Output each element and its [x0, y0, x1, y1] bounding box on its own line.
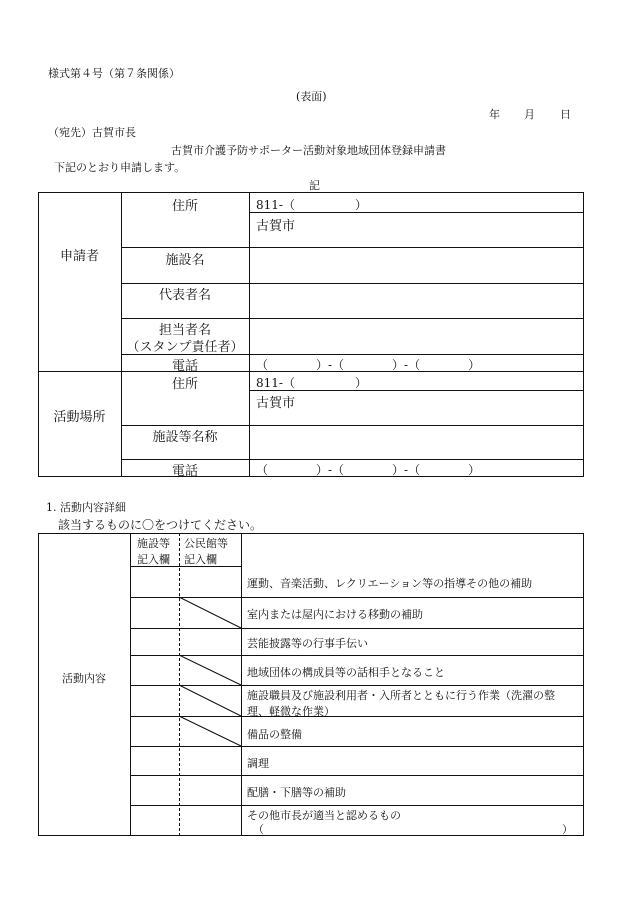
other-detail-field[interactable] — [265, 820, 555, 834]
activity-phone-field[interactable]: （ ）-（ ）-（ ） — [256, 463, 481, 477]
activity-content-row-label: 活動内容 — [62, 672, 106, 685]
facility-check-2[interactable] — [131, 598, 178, 627]
hall-check-1[interactable] — [180, 567, 240, 596]
activity-item-3: 芸能披露等の行事手伝い — [247, 637, 368, 650]
facility-check-8[interactable] — [131, 776, 178, 804]
activity-city-field[interactable]: 古賀市 — [256, 396, 296, 411]
col-facility-header-1: 施設等 — [137, 537, 170, 550]
date-day: 日 — [560, 108, 571, 121]
activity-phone-label: 電話 — [171, 464, 198, 479]
addressee: （宛先）古賀市長 — [48, 126, 136, 139]
activity-item-8: 配膳・下膳等の補助 — [247, 786, 346, 799]
applicant-city-field[interactable]: 古賀市 — [256, 219, 296, 234]
facility-check-4[interactable] — [131, 656, 178, 684]
facility-check-5[interactable] — [131, 686, 178, 715]
form-number: 様式第４号（第７条関係） — [48, 67, 180, 80]
other-close-paren: ） — [562, 823, 573, 836]
col-facility-header-2: 記入欄 — [137, 553, 170, 566]
hall-check-7[interactable] — [180, 747, 240, 774]
activity-item-5a: 施設職員及び施設利用者・入所者とともに行う作業（洗濯の整 — [247, 689, 555, 702]
activity-item-9: その他市長が適当と認めるもの — [247, 809, 401, 822]
section1-instruction: 該当するものに〇をつけてください。 — [58, 518, 263, 532]
activity-item-6: 備品の整備 — [247, 728, 302, 741]
facility-check-1[interactable] — [131, 567, 178, 596]
na-slash-3 — [179, 685, 241, 716]
activity-item-1: 運動、音楽活動、レクリエーション等の指導その他の補助 — [247, 577, 533, 590]
facility-check-3[interactable] — [131, 629, 178, 654]
na-slash-4 — [179, 716, 241, 746]
col-hall-header-2: 記入欄 — [184, 553, 217, 566]
hall-check-3[interactable] — [180, 629, 240, 654]
applicant-section-label: 申請者 — [59, 249, 99, 264]
applicant-facility-label: 施設名 — [165, 253, 205, 268]
activity-address-label: 住所 — [171, 377, 198, 392]
activity-place-section-label: 活動場所 — [53, 410, 106, 425]
applicant-address-label: 住所 — [171, 199, 198, 214]
facility-check-7[interactable] — [131, 747, 178, 774]
applicant-phone-field[interactable]: （ ）-（ ）-（ ） — [256, 358, 481, 372]
applicant-rep-label: 代表者名 — [158, 288, 211, 303]
na-slash-2 — [179, 655, 241, 685]
hall-check-8[interactable] — [180, 776, 240, 804]
applicant-postal-field[interactable]: 811-（ ） — [256, 198, 367, 212]
intro-text: 下記のとおり申請します。 — [54, 161, 186, 174]
applicant-rep-field[interactable] — [250, 284, 583, 317]
activity-item-7: 調理 — [247, 757, 269, 770]
side-label: (表面) — [296, 90, 327, 103]
applicant-contact-field[interactable] — [250, 319, 583, 353]
ki-label: 記 — [309, 179, 320, 192]
col-hall-header-1: 公民館等 — [184, 537, 228, 550]
date-month: 月 — [524, 108, 535, 121]
activity-facility-label: 施設等名称 — [152, 430, 218, 445]
section1-heading: 1. 活動内容詳細 — [46, 501, 126, 514]
applicant-contact-label-2: （スタンプ責任者） — [126, 340, 244, 355]
applicant-phone-label: 電話 — [171, 359, 198, 374]
hall-check-9[interactable] — [180, 806, 240, 835]
activity-postal-field[interactable]: 811-（ ） — [256, 376, 367, 390]
date-year: 年 — [489, 108, 500, 121]
activity-facility-field[interactable] — [250, 426, 583, 458]
facility-check-9[interactable] — [131, 806, 178, 835]
activity-item-5b: 理、軽微な作業） — [247, 705, 335, 718]
applicant-contact-label-1: 担当者名 — [158, 323, 211, 338]
other-open-paren: （ — [253, 823, 264, 836]
applicant-facility-field[interactable] — [250, 248, 583, 282]
na-slash-1 — [179, 597, 241, 628]
activity-item-4: 地域団体の構成員等の話相手となること — [247, 666, 445, 679]
facility-check-6[interactable] — [131, 717, 178, 745]
activity-item-2: 室内または屋内における移動の補助 — [247, 608, 423, 621]
document-title: 古賀市介護予防サポーター活動対象地域団体登録申請書 — [171, 144, 446, 157]
